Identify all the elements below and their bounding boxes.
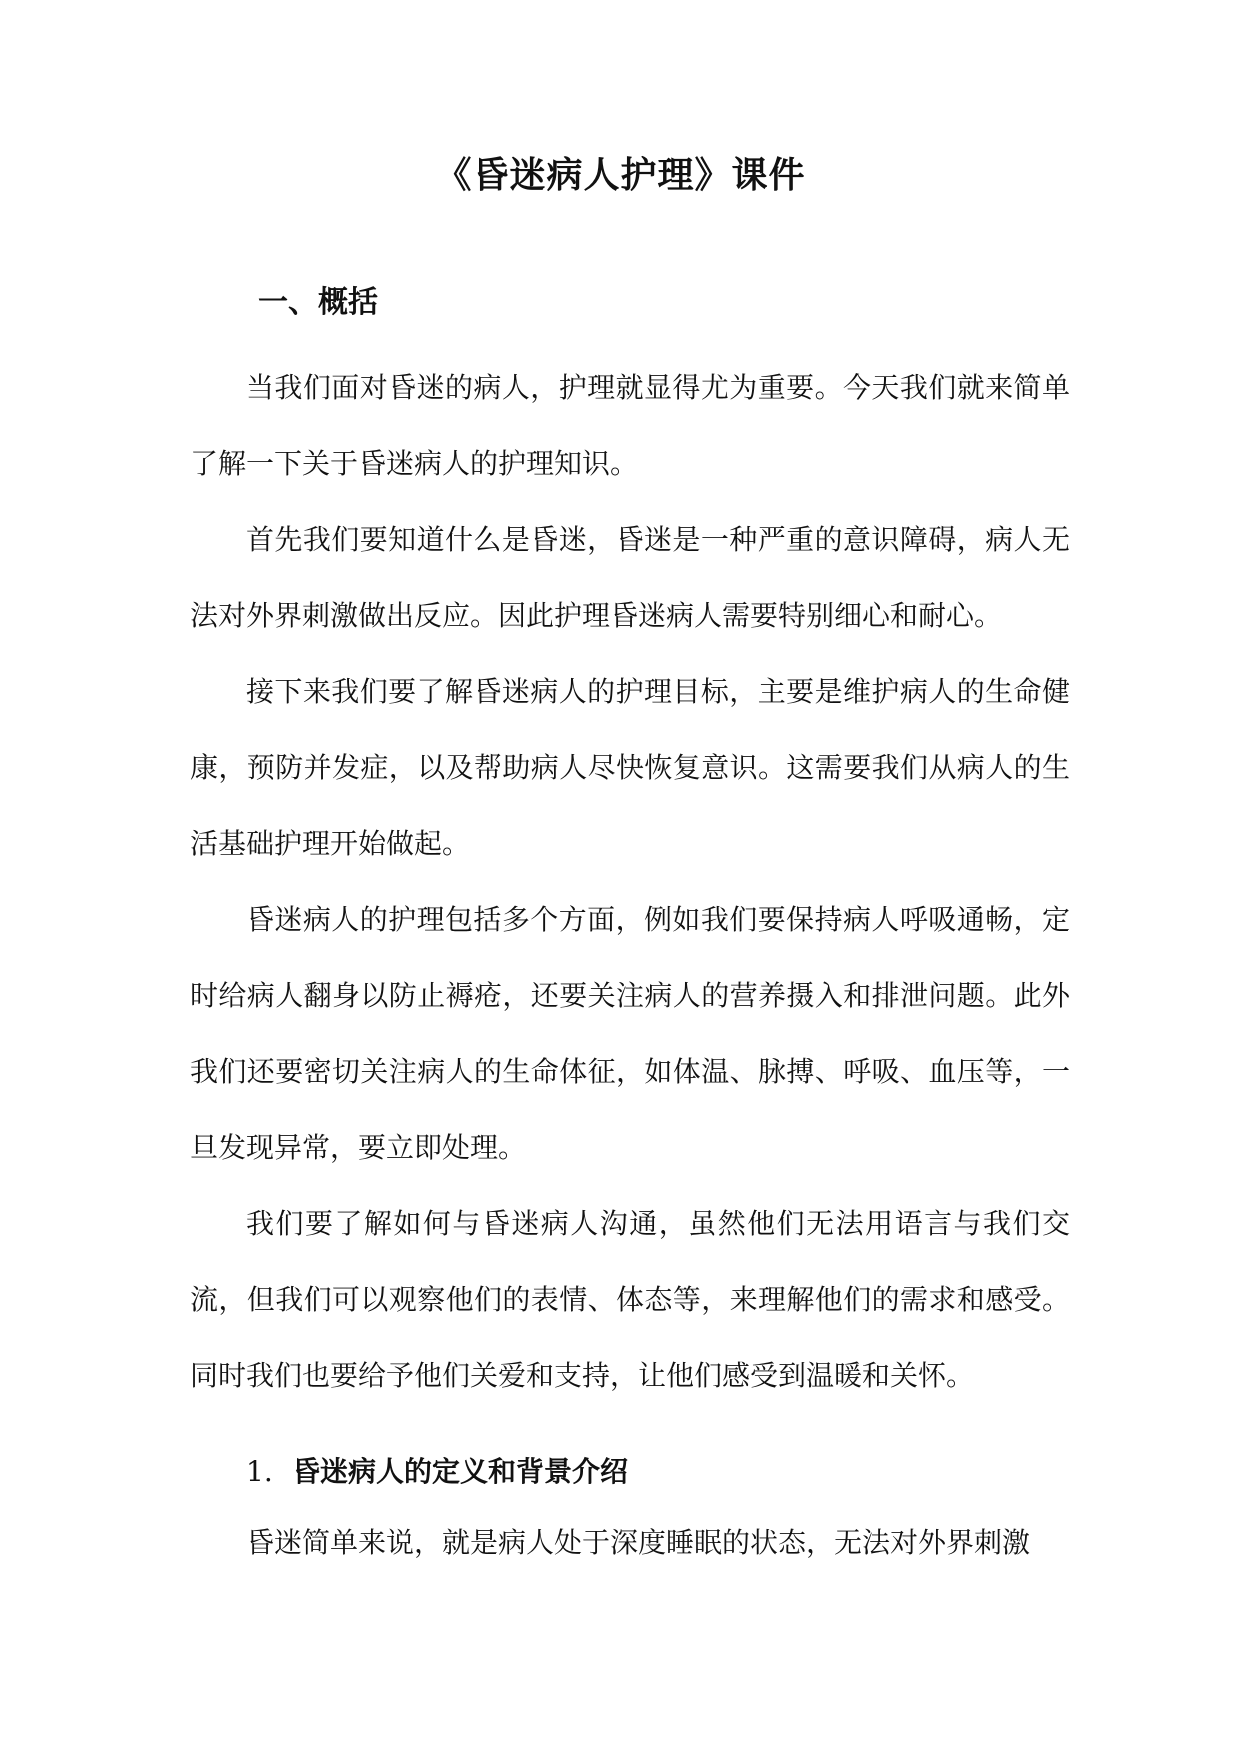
paragraph: 昏迷病人的护理包括多个方面，例如我们要保持病人呼吸通畅，定时给病人翻身以防止褥疮，还要关注病人的营养摄入和排泄问题。此外我们还要密切关注病人的生命体征，如体温、脉搏、呼吸、血压等，一旦发现异常，要立即处理。 xyxy=(190,903,1070,1164)
paragraph: 我们要了解如何与昏迷病人沟通，虽然他们无法用语言与我们交流，但我们可以观察他们的表情、体态等，来理解他们的需求和感受。同时我们也要给予他们关爱和支持，让他们感受到温暖和关怀。 xyxy=(190,1207,1070,1392)
subsection-title: 昏迷病人的定义和背景介绍 xyxy=(292,1455,629,1488)
paragraph: 昏迷简单来说，就是病人处于深度睡眠的状态，无法对外界刺激 xyxy=(246,1526,1031,1559)
section-body-overview xyxy=(190,350,1070,1414)
subsection-body-definition xyxy=(190,1505,1070,1581)
subsection-heading-definition xyxy=(246,1450,628,1494)
paragraph: 当我们面对昏迷的病人，护理就显得尤为重要。今天我们就来简单了解一下关于昏迷病人的护理知识。 xyxy=(190,371,1070,480)
subsection-number: 1. xyxy=(246,1455,273,1488)
paragraph: 首先我们要知道什么是昏迷，昏迷是一种严重的意识障碍，病人无法对外界刺激做出反应。因此护理昏迷病人需要特别细心和耐心。 xyxy=(190,523,1070,632)
paragraph: 接下来我们要了解昏迷病人的护理目标，主要是维护病人的生命健康，预防并发症，以及帮助病人尽快恢复意识。这需要我们从病人的生活基础护理开始做起。 xyxy=(190,675,1070,860)
document-title: 《昏迷病人护理》课件 xyxy=(435,154,806,196)
section-heading-overview: 一、概括 xyxy=(258,285,378,320)
